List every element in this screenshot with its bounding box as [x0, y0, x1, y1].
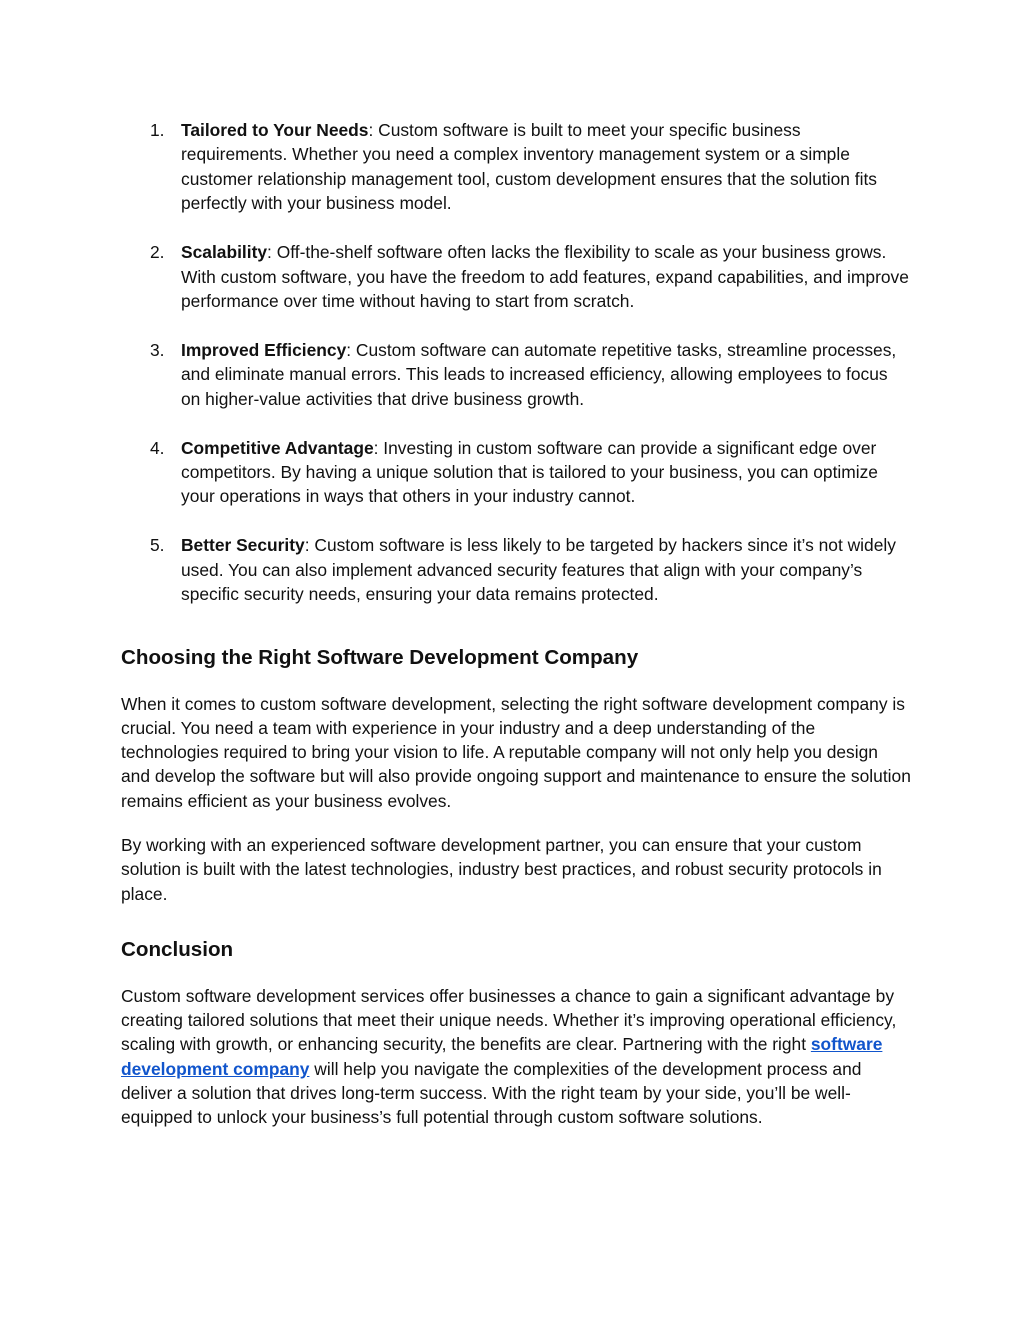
list-item	[121, 240, 911, 313]
list-item-title: Improved Efficiency	[181, 339, 347, 360]
list-item	[121, 338, 911, 411]
list-item-title: Tailored to Your Needs	[181, 120, 369, 140]
list-item	[121, 118, 911, 216]
choosing-paragraph-1: When it comes to custom software development, selecting the right software development company is crucial. You need a team with experience in your industry and a deep understanding of the technologies required to bring your vision to life. A reputable company will not only help you design and develop the software but will also provide ongoing support and maintenance to ensure the solution remains efficient as your business evolves.	[121, 693, 911, 811]
list-item-number: 3.	[150, 339, 165, 360]
list-item-text: : Custom software is less likely to be targeted by hackers since it’s not widely used. You can also implement advanced security features that align with your company’s specific security needs, ensuring your data remains protected.	[181, 535, 896, 605]
list-item-number: 5.	[150, 535, 165, 556]
conclusion-paragraph	[121, 984, 911, 1130]
document-page	[121, 118, 911, 1130]
conclusion-text-after-link: will help you navigate the complexities of the development process and deliver a solution that drives long-term success. With the right team by your side, you’ll be well-equipped to unlock your business’s full potential through custom software solutions.	[121, 1058, 862, 1128]
list-item-number: 1.	[150, 120, 165, 140]
list-item-text: : Off-the-shelf software often lacks the flexibility to scale as your business grows. With custom software, you have the freedom to add features, expand capabilities, and improve performance over time without having to start from scratch.	[181, 242, 909, 311]
list-item-number: 4.	[150, 437, 165, 458]
list-item-title: Scalability	[181, 242, 268, 263]
list-item	[121, 436, 911, 509]
choosing-paragraph-2: By working with an experienced software development partner, you can ensure that your custom solution is built with the latest technologies, industry best practices, and robust security protocols in place.	[121, 834, 882, 904]
list-item-text: : Custom software is built to meet your specific business requirements. Whether you need a complex inventory management system or a simple customer relationship management tool, custom development ensures that the solution fits perfectly with your business model.	[181, 120, 877, 214]
list-item-number: 2.	[150, 242, 165, 263]
list-item-text: : Investing in custom software can provide a significant edge over competitors. By having a unique solution that is tailored to your business, you can optimize your operations in ways that others in your industry cannot.	[181, 437, 878, 507]
benefits-list	[121, 118, 911, 607]
conclusion-text-before-link: Custom software development services offer businesses a chance to gain a significant advantage by creating tailored solutions that meet their unique needs. Whether it’s improving operational efficiency, scaling with growth, or enhancing security, the benefits are clear. Partnering with the right	[121, 985, 897, 1055]
list-item	[121, 533, 911, 606]
list-item-title: Competitive Advantage	[181, 437, 374, 458]
conclusion-heading: Conclusion	[121, 937, 234, 961]
list-item-text: : Custom software can automate repetitive tasks, streamline processes, and eliminate manual errors. This leads to increased efficiency, allowing employees to focus on higher-value activities that drive business growth.	[181, 339, 897, 409]
choosing-company-heading: Choosing the Right Software Development Company	[121, 645, 639, 669]
list-item-title: Better Security	[181, 535, 305, 556]
software-development-company-link[interactable]: software development company	[121, 1034, 883, 1079]
